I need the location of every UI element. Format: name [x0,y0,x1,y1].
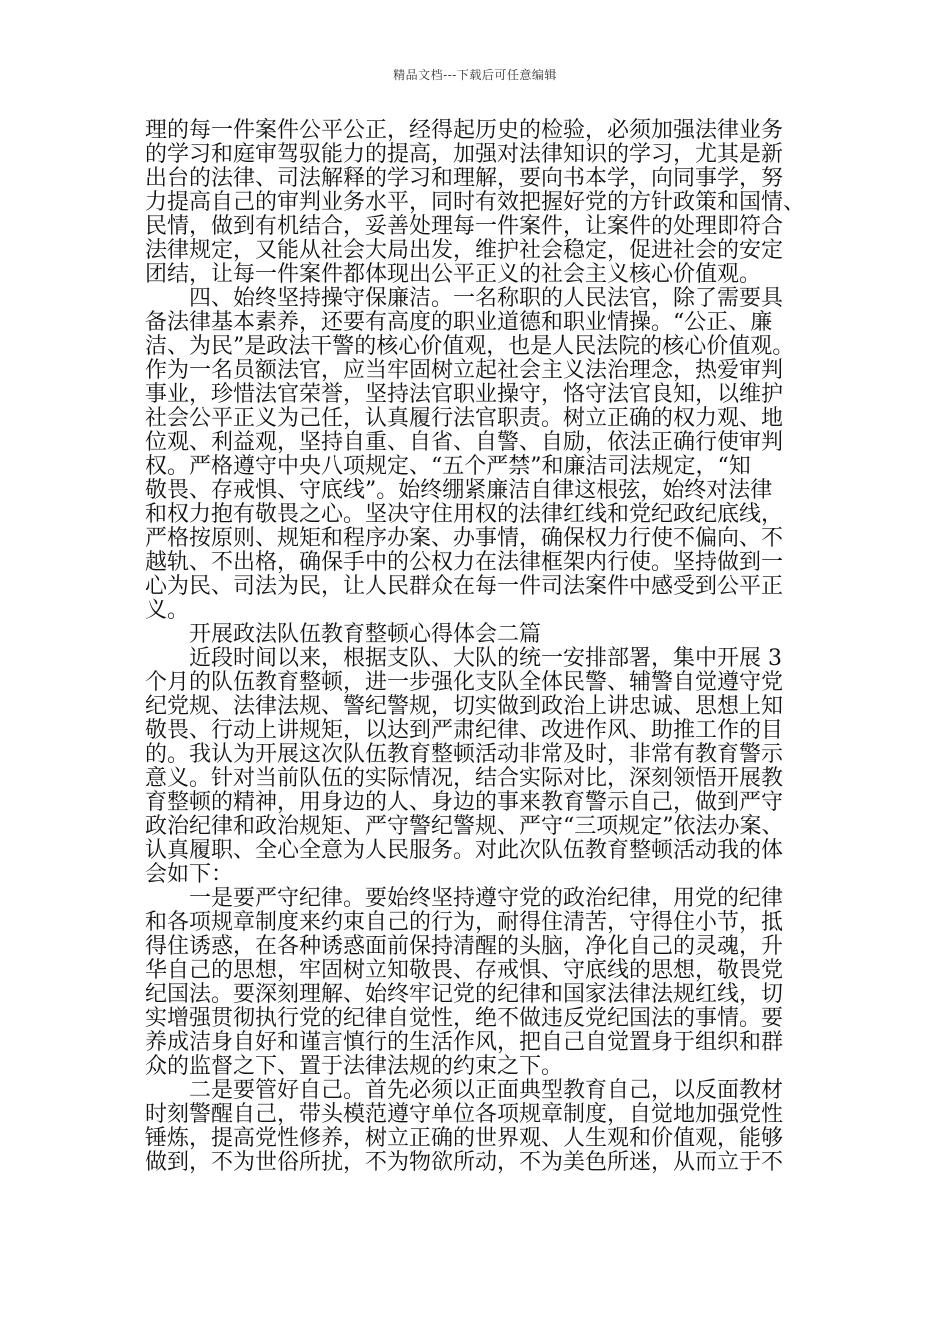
text-line: 二是要管好自己。首先必须以正面典型教育自己，以反面教材 [145,1078,784,1103]
text-line: 越轨、不出格，确保手中的公权力在法律框架内行使。坚持做到一 [145,550,784,575]
text-line: 意义。针对当前队伍的实际情况，结合实际对比，深刻领悟开展教 [145,766,784,791]
text-line: 理的每一件案件公平公正，经得起历史的检验，必须加强法律业务 [145,118,784,143]
text-line: 的学习和庭审驾驭能力的提高，加强对法律知识的学习，尤其是新 [145,142,784,167]
document-body [145,119,815,1175]
text-line: 会如下： [145,862,234,887]
text-line: 认真履职、全心全意为人民服务。对此次队伍教育整顿活动我的体 [145,838,784,863]
text-line: 社会公平正义为己任，认真履行法官职责。树立正确的权力观、地 [145,406,784,431]
text-line: 和各项规章制度来约束自己的行为，耐得住清苦，守得住小节，抵 [145,910,784,935]
text-line: 的。我认为开展这次队伍教育整顿活动非常及时，非常有教育警示 [145,742,784,767]
text-line: 团结，让每一件案件都体现出公平正义的社会主义核心价值观。 [145,262,762,287]
text-line: 力提高自己的审判业务水平，同时有效把握好党的方针政策和国情、 [145,190,806,215]
text-line: 作为一名员额法官，应当牢固树立起社会主义法治理念，热爱审判 [145,358,784,383]
page-header: 精品文档---下载后可任意编辑 [393,68,557,82]
text-line: 法律规定，又能从社会大局出发，维护社会稳定，促进社会的安定 [145,238,784,263]
text-line: 心为民、司法为民，让人民群众在每一件司法案件中感受到公平正 [145,574,784,599]
text-line: 位观、利益观，坚持自重、自省、自警、自励，依法正确行使审判 [145,430,784,455]
text-line: 育整顿的精神，用身边的人、身边的事来教育警示自己，做到严守 [145,790,784,815]
text-line: 得住诱惑，在各种诱惑面前保持清醒的头脑，净化自己的灵魂，升 [145,934,784,959]
text-line: 开展政法队伍教育整顿心得体会二篇 [145,622,542,647]
text-line: 众的监督之下、置于法律法规的约束之下。 [145,1054,564,1079]
text-line: 出台的法律、司法解释的学习和理解，要向书本学，向同事学，努 [145,166,784,191]
text-line: 义。 [145,598,190,623]
text-line: 备法律基本素养，还要有高度的职业道德和职业情操。“公正、廉 [145,310,773,335]
text-line: 时刻警醒自己，带头模范遵守单位各项规章制度，自觉地加强党性 [145,1102,784,1127]
text-line: 做到，不为世俗所扰，不为物欲所动，不为美色所迷，从而立于不 [145,1150,784,1175]
text-line: 和权力抱有敬畏之心。坚决守住用权的法律红线和党纪政纪底线， [145,502,784,527]
text-line: 洁、为民”是政法干警的核心价值观，也是人民法院的核心价值观。 [145,334,795,359]
text-line: 养成洁身自好和谨言慎行的生活作风，把自己自觉置身于组织和群 [145,1030,784,1055]
text-line: 实增强贯彻执行党的纪律自觉性，绝不做违反党纪国法的事情。要 [145,1006,784,1031]
text-line: 锤炼，提高党性修养，树立正确的世界观、人生观和价值观，能够 [145,1126,784,1151]
text-line: 个月的队伍教育整顿，进一步强化支队全体民警、辅警自觉遵守党 [145,670,784,695]
text-line: 敬畏、行动上讲规矩，以达到严肃纪律、改进作风、助推工作的目 [145,718,784,743]
text-line: 纪党规、法律法规、警纪警规，切实做到政治上讲忠诚、思想上知 [145,694,784,719]
text-line: 纪国法。要深刻理解、始终牢记党的纪律和国家法律法规红线，切 [145,982,784,1007]
text-line: 近段时间以来，根据支队、大队的统一安排部署，集中开展 3 [145,646,782,671]
text-line: 一是要严守纪律。要始终坚持遵守党的政治纪律，用党的纪律 [145,886,784,911]
text-line: 权。严格遵守中央八项规定、“五个严禁”和廉洁司法规定，“知 [145,454,751,479]
text-line: 事业，珍惜法官荣誉，坚持法官职业操守，恪守法官良知，以维护 [145,382,784,407]
text-line: 华自己的思想，牢固树立知敬畏、存戒惧、守底线的思想，敬畏党 [145,958,784,983]
text-line: 民情，做到有机结合，妥善处理每一件案件，让案件的处理即符合 [145,214,784,239]
text-line: 四、始终坚持操守保廉洁。一名称职的人民法官，除了需要具 [145,286,784,311]
text-line: 敬畏、存戒惧、守底线”。始终绷紧廉洁自律这根弦，始终对法律 [145,478,773,503]
text-line: 政治纪律和政治规矩、严守警纪警规、严守“三项规定”依法办案、 [145,814,784,839]
text-line: 严格按原则、规矩和程序办案、办事情，确保权力行使不偏向、不 [145,526,784,551]
